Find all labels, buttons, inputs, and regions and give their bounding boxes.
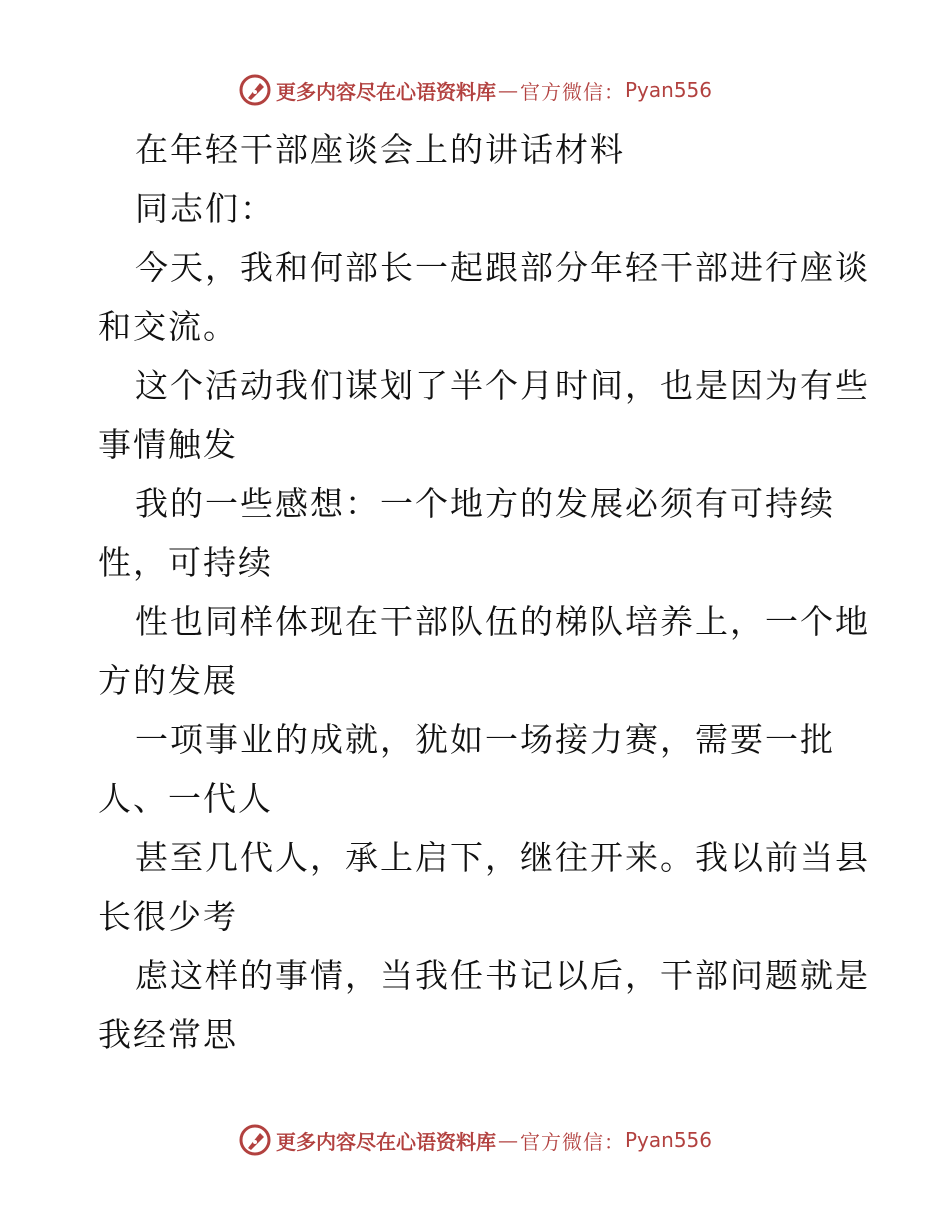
salutation: 同志们： <box>135 189 275 228</box>
footer-separator: — <box>497 1128 518 1152</box>
header-wechat-label: 官方微信： <box>519 79 625 104</box>
header-separator: — <box>497 78 518 102</box>
paragraph-line: 我经常思 <box>98 1015 238 1054</box>
header-brand-text: 更多内容尽在心语资料库 <box>275 79 496 104</box>
paragraph-line: 甚至几代人，承上启下，继往开来。我以前当县 <box>135 838 870 877</box>
footer-brand-text: 更多内容尽在心语资料库 <box>275 1129 496 1154</box>
paragraph-line: 长很少考 <box>98 897 238 936</box>
footer-banner <box>0 1120 950 1160</box>
paragraph-line: 人、一代人 <box>98 779 273 818</box>
paragraph-line: 事情触发 <box>98 425 238 464</box>
header-banner <box>0 70 950 110</box>
paragraph-line: 性也同样体现在干部队伍的梯队培养上，一个地 <box>135 602 870 641</box>
document-title: 在年轻干部座谈会上的讲话材料 <box>135 130 625 169</box>
paragraph-line: 和交流。 <box>98 307 238 346</box>
paragraph-line: 这个活动我们谋划了半个月时间，也是因为有些 <box>135 366 870 405</box>
paragraph-line: 方的发展 <box>98 661 238 700</box>
paragraph-line: 我的一些感想：一个地方的发展必须有可持续 <box>135 484 835 523</box>
paragraph-line: 今天，我和何部长一起跟部分年轻干部进行座谈 <box>135 248 870 287</box>
pen-nib-logo-icon <box>238 73 272 107</box>
pen-nib-logo-icon <box>238 1123 272 1157</box>
footer-wechat-id: Pyan556 <box>624 1128 712 1152</box>
header-wechat-id: Pyan556 <box>624 78 712 102</box>
paragraph-line: 一项事业的成就，犹如一场接力赛，需要一批 <box>135 720 835 759</box>
document-body <box>98 120 870 1064</box>
footer-wechat-label: 官方微信： <box>519 1129 625 1154</box>
paragraph-line: 性，可持续 <box>98 543 273 582</box>
paragraph-line: 虑这样的事情，当我任书记以后，干部问题就是 <box>135 956 870 995</box>
